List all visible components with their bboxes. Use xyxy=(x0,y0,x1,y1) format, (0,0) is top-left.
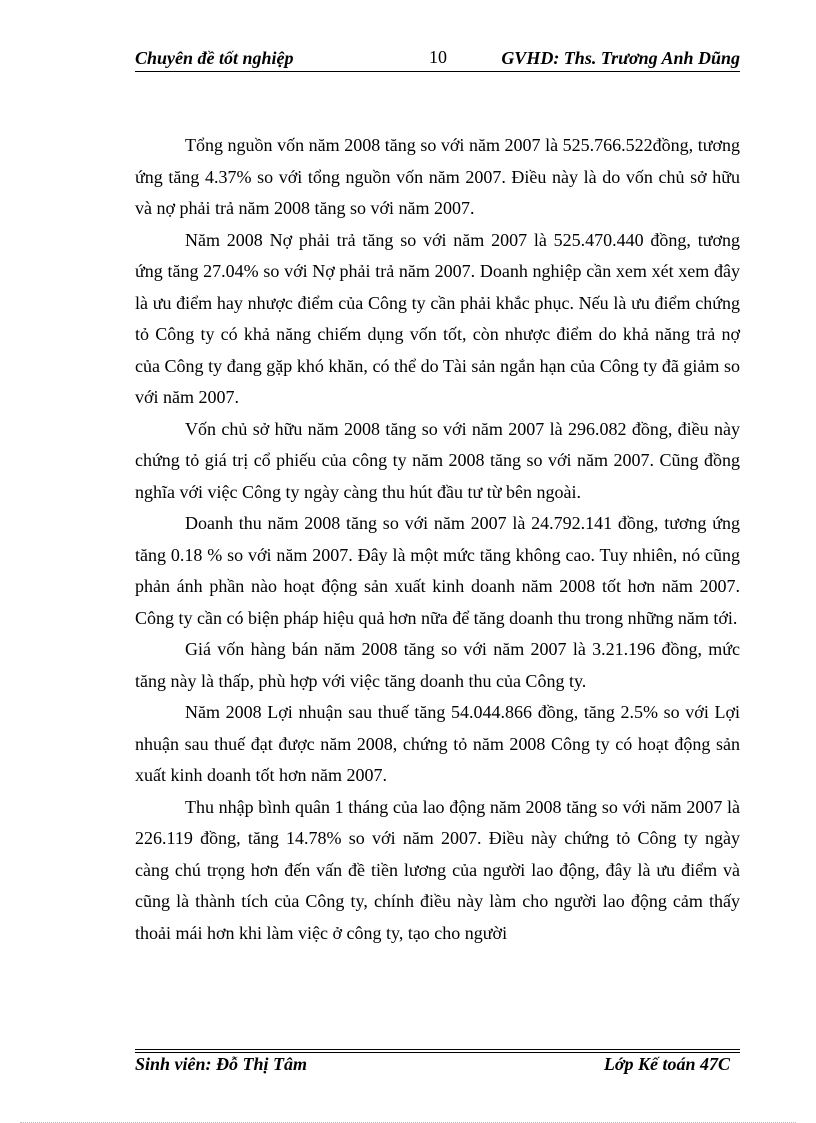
header-thesis-title: Chuyên đề tốt nghiệp xyxy=(135,48,294,68)
paragraph: Doanh thu năm 2008 tăng so với năm 2007 là 24.792.141 đồng, tương ứng tăng 0.18 % so với năm 2007. Đây là một mức tăng không cao. Tuy nhiên, nó cũng phản ánh phần nào hoạt động sản xuất kinh doanh năm 2008 tốt hơn năm 2007. Công ty cần có biện pháp hiệu quả hơn nữa để tăng doanh thu trong những năm tới. xyxy=(135,513,740,628)
page-number: 10 xyxy=(429,47,447,67)
paragraph: Giá vốn hàng bán năm 2008 tăng so với năm 2007 là 3.21.196 đồng, mức tăng này là thấp, phù hợp với việc tăng doanh thu của Công ty. xyxy=(135,639,740,691)
footer-rule-double xyxy=(135,1052,740,1053)
footer-student: Sinh viên: Đỗ Thị Tâm xyxy=(135,1054,308,1074)
body-text xyxy=(135,130,740,949)
footer-rule xyxy=(135,1049,740,1050)
footer-class: Lớp Kế toán 47C xyxy=(603,1054,730,1074)
paragraph: Thu nhập bình quân 1 tháng của lao động năm 2008 tăng so với năm 2007 là 226.119 đồng, tăng 14.78% so với năm 2007. Điều này chứng tỏ Công ty ngày càng chú trọng hơn đến vấn đề tiền lương của người lao động, đây là ưu điểm và cũng là thành tích của Công ty, chính điều này làm cho người lao động cảm thấy thoải mái hơn khi làm việc ở công ty, tạo cho người xyxy=(135,796,740,943)
paragraph: Năm 2008 Lợi nhuận sau thuế tăng 54.044.866 đồng, tăng 2.5% so với Lợi nhuận sau thuế đạt được năm 2008, chứng tỏ năm 2008 Công ty có hoạt động sản xuất kinh doanh tốt hơn năm 2007. xyxy=(135,702,740,785)
page-footer xyxy=(135,1054,740,1078)
header-rule xyxy=(135,71,740,72)
paragraph: Năm 2008 Nợ phải trả tăng so với năm 2007 là 525.470.440 đồng, tương ứng tăng 27.04% so với Nợ phải trả năm 2007. Doanh nghiệp cần xem xét xem đây là ưu điểm hay nhược điểm của Công ty cần phải khắc phục. Nếu là ưu điểm chứng tỏ Công ty có khả năng chiếm dụng vốn tốt, còn nhược điểm do khả năng trả nợ của Công ty đang gặp khó khăn, có thể do Tài sản ngắn hạn của Công ty đã giảm so với năm 2007. xyxy=(135,229,740,407)
header-supervisor: GVHD: Ths. Trương Anh Dũng xyxy=(501,48,740,68)
paragraph: Vốn chủ sở hữu năm 2008 tăng so với năm 2007 là 296.082 đồng, điều này chứng tỏ giá trị cổ phiếu của công ty năm 2008 tăng so với năm 2007. Cũng đồng nghĩa với việc Công ty ngày càng thu hút đầu tư từ bên ngoài. xyxy=(135,418,740,502)
paragraph: Tổng nguồn vốn năm 2008 tăng so với năm 2007 là 525.766.522đồng, tương ứng tăng 4.37% so với tổng nguồn vốn năm 2007. Điều này là do vốn chủ sở hữu và nợ phải trả năm 2008 tăng so với năm 2007. xyxy=(135,135,740,218)
page-header xyxy=(135,48,740,72)
